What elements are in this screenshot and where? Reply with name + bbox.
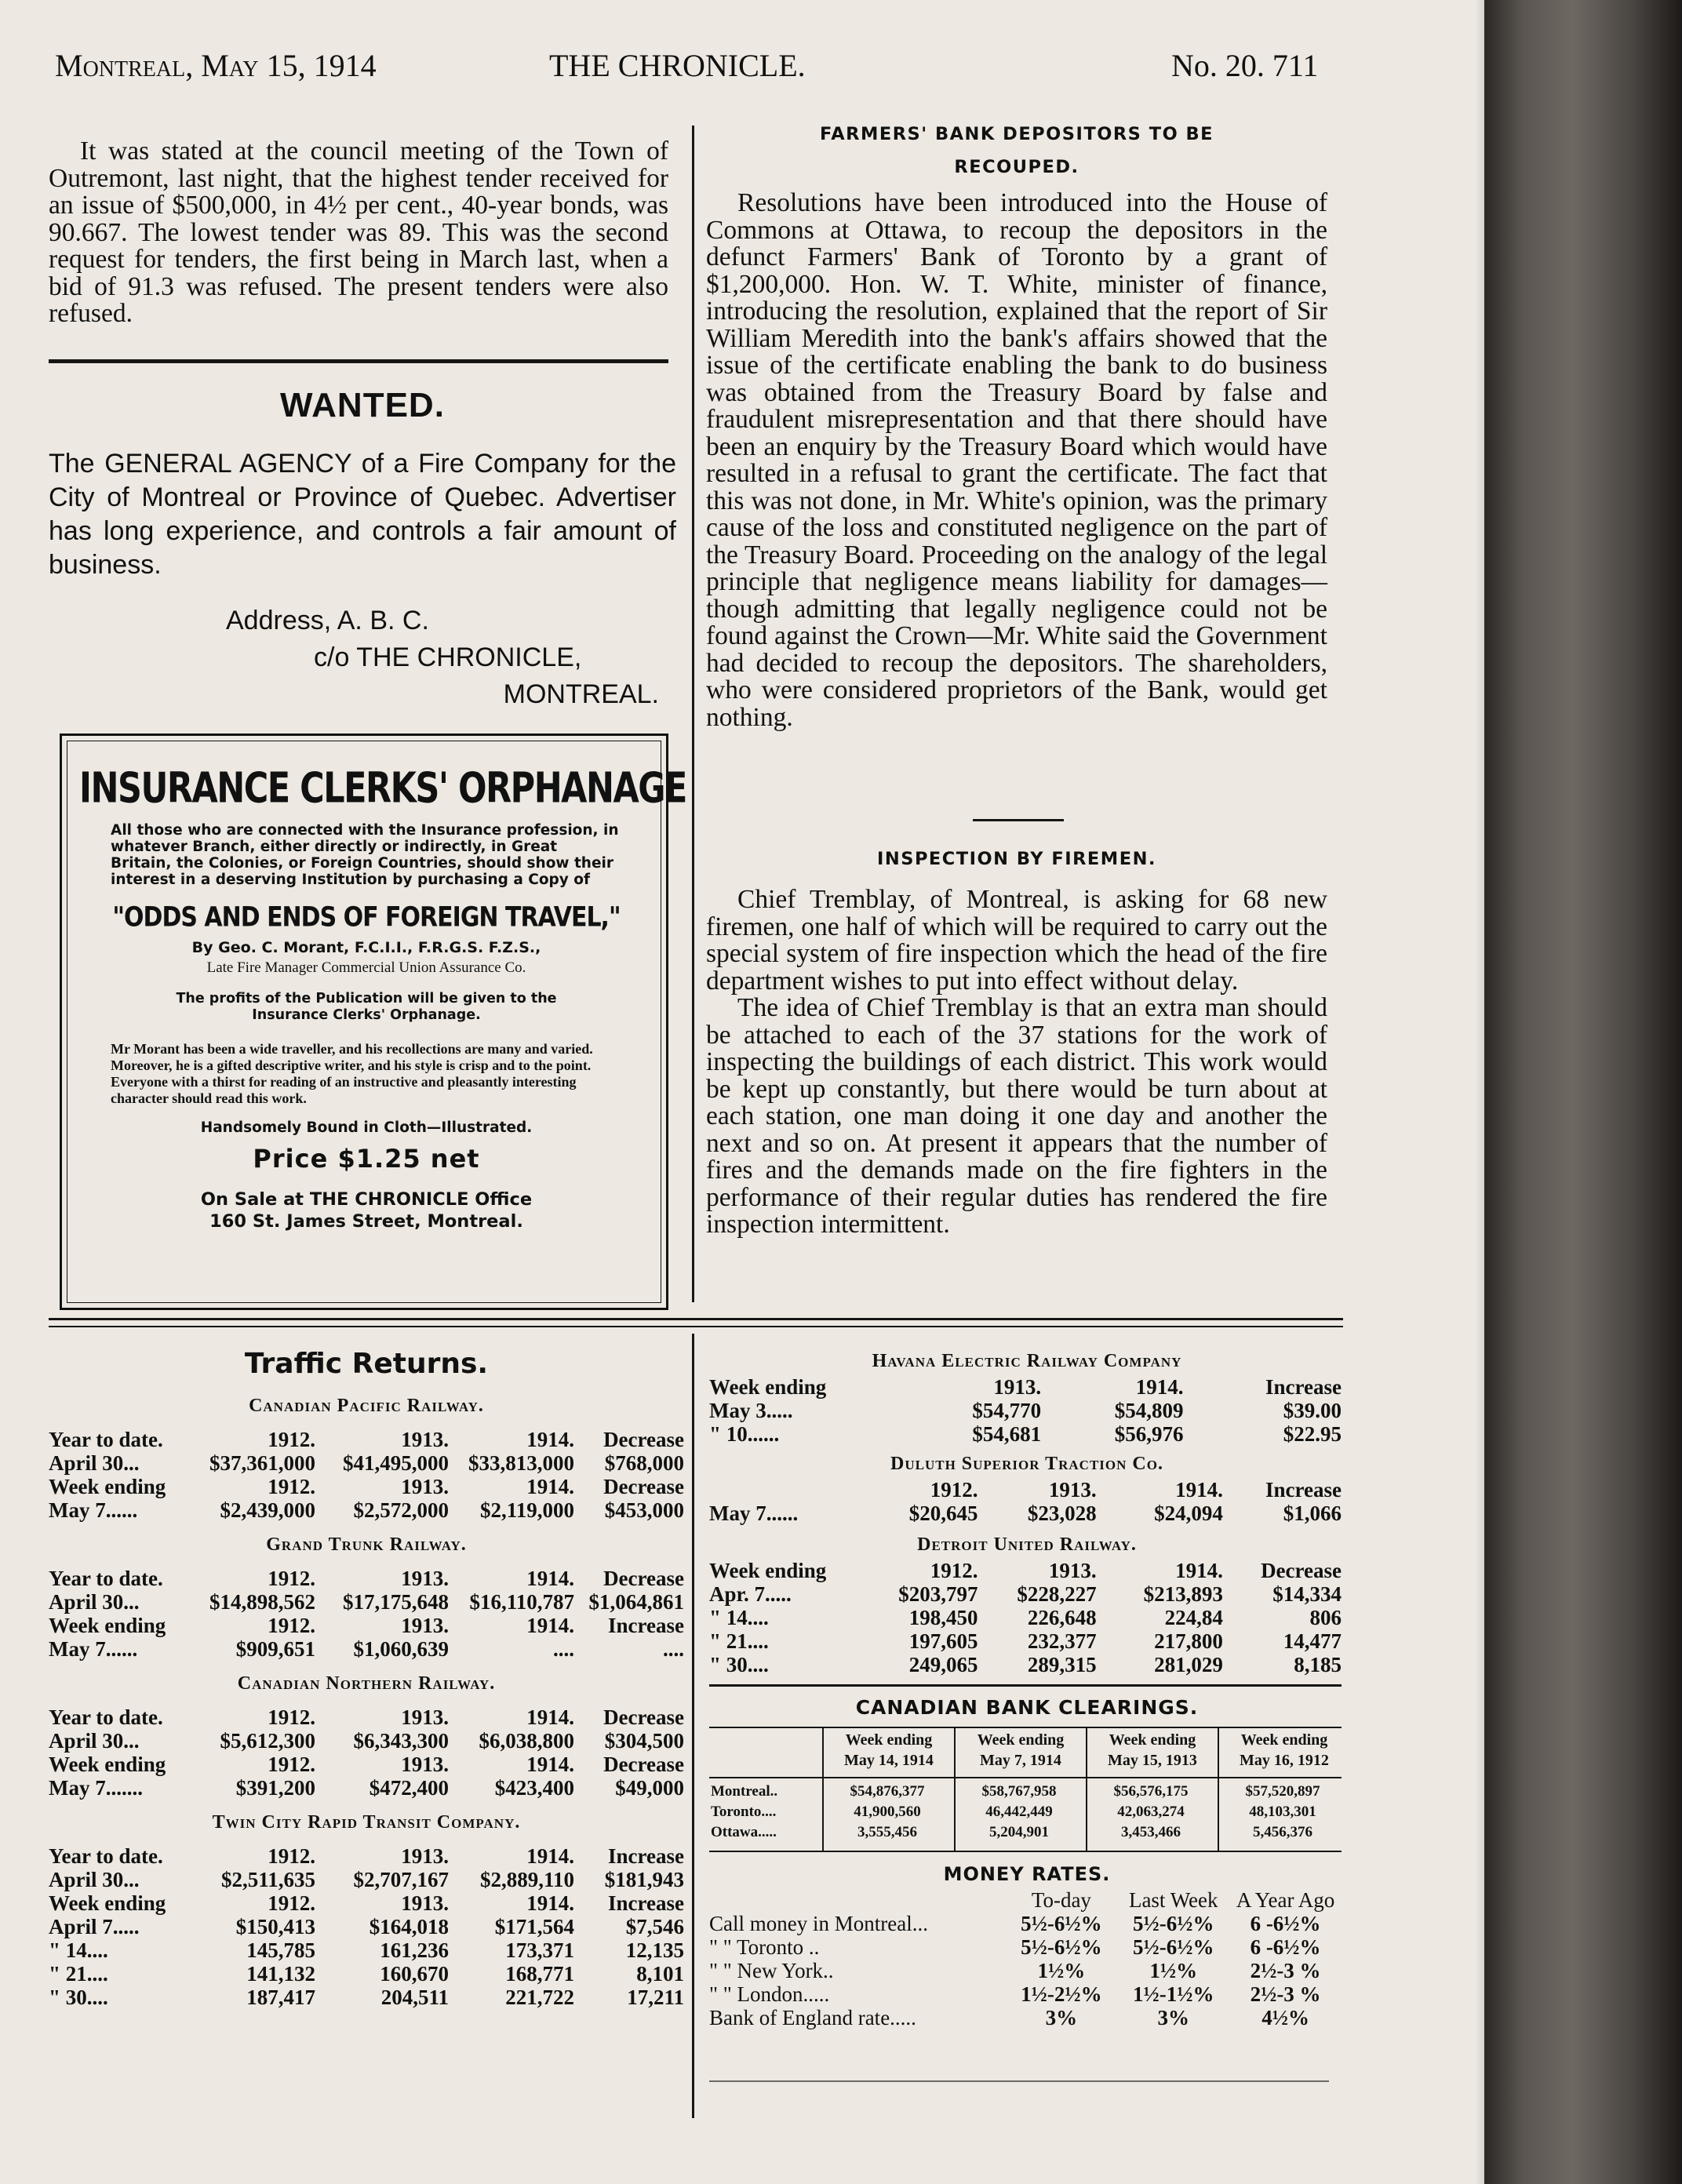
cnr-row bbox=[49, 1753, 684, 1776]
orphanage-book-title: "ODDS AND ENDS OF FOREIGN TRAVEL," bbox=[112, 901, 621, 934]
twin-cell: 161,236 bbox=[380, 1938, 449, 1962]
gtr-cell: 1912. bbox=[268, 1567, 315, 1590]
detroit-cell: 232,377 bbox=[1027, 1629, 1097, 1653]
cnr-cell: 1912. bbox=[268, 1753, 315, 1776]
cpr-cell: Decrease bbox=[603, 1475, 684, 1498]
header-page-number: No. 20. 711 bbox=[1171, 48, 1319, 83]
bottom-rule bbox=[709, 2080, 1329, 2082]
twin-cell: 12,135 bbox=[625, 1938, 684, 1962]
duluth-cell: Increase bbox=[1265, 1478, 1342, 1502]
twin-cell: 145,785 bbox=[246, 1938, 315, 1962]
duluth-name: Duluth Superior Traction Co. bbox=[890, 1454, 1163, 1474]
clearings-cell: 46,442,449 bbox=[985, 1804, 1053, 1820]
wanted-title: WANTED. bbox=[280, 386, 445, 424]
havana-cell: Increase bbox=[1265, 1375, 1342, 1399]
money-cell: 1½% bbox=[1037, 1959, 1086, 1982]
cnr-cell: 1913. bbox=[401, 1705, 449, 1729]
money-cell: 1½% bbox=[1149, 1959, 1198, 1982]
traffic-returns-right bbox=[709, 1351, 1345, 2029]
gtr-cell: 1914. bbox=[526, 1567, 574, 1590]
clearings-cell: 3,555,456 bbox=[857, 1824, 917, 1840]
havana-cell: 1914. bbox=[1135, 1375, 1184, 1399]
money-header-blank bbox=[709, 1888, 1005, 1912]
cpr-cell: 1913. bbox=[401, 1428, 449, 1451]
detroit-cell: " 21.... bbox=[709, 1629, 769, 1653]
gtr-cell: .... bbox=[553, 1637, 574, 1661]
cnr-cell: $6,343,300 bbox=[353, 1729, 449, 1753]
cpr-row bbox=[49, 1428, 684, 1451]
gtr-cell: Decrease bbox=[603, 1567, 684, 1590]
detroit-row bbox=[709, 1559, 1342, 1582]
cpr-cell: 1914. bbox=[526, 1475, 574, 1498]
duluth-row bbox=[709, 1502, 1342, 1525]
twin-cell: 1913. bbox=[401, 1844, 449, 1868]
gtr-cell: $17,175,648 bbox=[343, 1590, 449, 1614]
detroit-cell: 224,84 bbox=[1164, 1606, 1223, 1629]
money-cell: 3% bbox=[1045, 2006, 1078, 2029]
duluth-cell: $23,028 bbox=[1027, 1502, 1097, 1525]
cnr-row bbox=[49, 1705, 684, 1729]
orphanage-title: INSURANCE CLERKS' ORPHANAGE bbox=[79, 763, 686, 814]
duluth-cell: May 7...... bbox=[709, 1502, 799, 1525]
gtr-cell: May 7...... bbox=[49, 1637, 138, 1661]
cnr-cell: Week ending bbox=[49, 1753, 166, 1776]
detroit-cell: " 14.... bbox=[709, 1606, 769, 1629]
money-cell: " " New York.. bbox=[709, 1959, 834, 1982]
cnr-cell: 1913. bbox=[401, 1753, 449, 1776]
gtr-cell: $14,898,562 bbox=[209, 1590, 315, 1614]
cpr-cell: $41,495,000 bbox=[343, 1451, 449, 1475]
money-cell: Call money in Montreal... bbox=[709, 1912, 928, 1935]
cpr-cell: 1913. bbox=[401, 1475, 449, 1498]
money-row bbox=[709, 2006, 1342, 2029]
outremont-text: It was stated at the council meeting of the Town of Outremont, last night, that the highest tender received for an issue of $500,000, in 4½ per cent., 40-year bonds, was 90.667. The lowest tender was 89. This was the second request for tenders, the first being in March last, when a bid of 91.3 was refused. The present tenders were also refused. bbox=[49, 136, 668, 328]
money-cell: Bank of England rate..... bbox=[709, 2006, 916, 2029]
detroit-cell: 281,029 bbox=[1154, 1653, 1223, 1676]
money-cell: 5½-6½% bbox=[1132, 1935, 1214, 1959]
orphanage-ad bbox=[60, 733, 686, 1310]
duluth-cell: $24,094 bbox=[1154, 1502, 1223, 1525]
detroit-cell: 226,648 bbox=[1027, 1606, 1097, 1629]
money-row bbox=[709, 1935, 1342, 1959]
column-divider-upper bbox=[692, 126, 694, 1302]
cnr-cell: 1914. bbox=[526, 1705, 574, 1729]
gtr-cell: April 30... bbox=[49, 1590, 140, 1614]
twin-cell: Year to date. bbox=[49, 1844, 163, 1868]
duluth-cell: 1914. bbox=[1175, 1478, 1223, 1502]
detroit-cell: $14,334 bbox=[1272, 1582, 1342, 1606]
twin-cell: April 30... bbox=[49, 1868, 140, 1891]
duluth-cell bbox=[709, 1478, 859, 1502]
money-cell: " " London..... bbox=[709, 1982, 830, 2006]
money-row bbox=[709, 1959, 1342, 1982]
gtr-cell: $1,064,861 bbox=[588, 1590, 684, 1614]
cnr-cell: Decrease bbox=[603, 1753, 684, 1776]
cnr-cell: $5,612,300 bbox=[220, 1729, 315, 1753]
havana-cell: $39.00 bbox=[1283, 1399, 1342, 1422]
inspection-article bbox=[706, 849, 1327, 1239]
orphanage-sale-2: 160 St. James Street, Montreal. bbox=[209, 1211, 523, 1232]
wanted-ad bbox=[49, 386, 676, 710]
gtr-cell: Year to date. bbox=[49, 1567, 163, 1590]
gtr-cell: $909,651 bbox=[235, 1637, 315, 1661]
duluth-row bbox=[709, 1478, 1342, 1502]
clearings-cell: $58,767,958 bbox=[981, 1783, 1057, 1800]
clearings-cell: 3,453,466 bbox=[1121, 1824, 1181, 1840]
divider-clearings bbox=[709, 1684, 1342, 1687]
gtr-row bbox=[49, 1614, 684, 1637]
detroit-cell: $203,797 bbox=[898, 1582, 978, 1606]
money-row bbox=[709, 1982, 1342, 2006]
detroit-cell: Decrease bbox=[1261, 1559, 1342, 1582]
duluth-cell: $20,645 bbox=[908, 1502, 978, 1525]
twin-cell: 173,371 bbox=[505, 1938, 574, 1962]
cpr-cell: 1912. bbox=[268, 1428, 315, 1451]
column-divider-lower bbox=[692, 1334, 694, 2118]
money-cell: 1½-2½% bbox=[1021, 1982, 1102, 2006]
detroit-cell: 806 bbox=[1309, 1606, 1342, 1629]
orphanage-bound: Handsomely Bound in Cloth—Illustrated. bbox=[200, 1119, 533, 1136]
detroit-cell: 198,450 bbox=[908, 1606, 978, 1629]
clearings-cell: 5,204,901 bbox=[989, 1824, 1049, 1840]
twin-cell: 1914. bbox=[526, 1844, 574, 1868]
cpr-cell: $2,119,000 bbox=[479, 1498, 574, 1522]
cpr-cell: Year to date. bbox=[49, 1428, 163, 1451]
clearings-cell: $56,576,175 bbox=[1113, 1783, 1189, 1800]
header-date: Montreal, May 15, 1914 bbox=[55, 48, 377, 83]
clearings-cell: 5,456,376 bbox=[1253, 1824, 1312, 1840]
wanted-address-1: Address, A. B. C. bbox=[226, 606, 429, 635]
cpr-table bbox=[49, 1428, 684, 1522]
clearings-header-line: Week ending bbox=[977, 1731, 1065, 1749]
cpr-row bbox=[49, 1498, 684, 1522]
twin-cell: 1912. bbox=[268, 1891, 315, 1915]
twin-cell: " 14.... bbox=[49, 1938, 108, 1962]
twin-cell: $171,564 bbox=[494, 1915, 574, 1938]
twin-row bbox=[49, 1986, 684, 2009]
twin-table bbox=[49, 1844, 684, 2009]
cpr-cell: $37,361,000 bbox=[209, 1451, 315, 1475]
twin-cell: $150,413 bbox=[235, 1915, 315, 1938]
farmers-text: Resolutions have been introduced into the House of Commons at Ottawa, to recoup the depositors in the defunct Farmers' Bank of Toronto by a grant of $1,200,000. Hon. W. T. White, minister of finance, introducing the resolution, explained that the report of Sir William Meredith into the bank's affairs showed that the issue of the certificate enabling the bank to do business was obtained from the Treasury Board by false and fraudulent misrepresentation and that there should have been an enquiry by the Treasury Board which would have resulted in a refusal to grant the certificate. The fact that this was not done, in Mr. White's opinion, was the primary cause of the loss and constituted negligence on the part of the Treasury Board. Proceeding on the analogy of the legal principle that negligence means liability for damages—though admitting that legally negligence could not be found against the Crown—Mr. White said the Government had decided to recoup the depositors. The shareholders, who were considered proprietors of the Bank, would get nothing. bbox=[706, 188, 1327, 732]
clearings-header bbox=[956, 1730, 1086, 1771]
clearings-header-line: Week ending bbox=[1240, 1731, 1328, 1749]
clearings-header bbox=[1219, 1730, 1349, 1771]
detroit-cell: $213,893 bbox=[1143, 1582, 1223, 1606]
cpr-cell: 1914. bbox=[526, 1428, 574, 1451]
cpr-cell: $453,000 bbox=[604, 1498, 684, 1522]
orphanage-price: Price $1.25 net bbox=[253, 1144, 480, 1174]
cpr-cell: $768,000 bbox=[604, 1451, 684, 1475]
twin-row bbox=[49, 1938, 684, 1962]
clearings-cell: Toronto.... bbox=[711, 1804, 777, 1820]
clearings-header-line: May 7, 1914 bbox=[980, 1752, 1061, 1769]
detroit-cell: Apr. 7..... bbox=[709, 1582, 792, 1606]
gtr-cell: 1913. bbox=[401, 1614, 449, 1637]
detroit-cell: 8,185 bbox=[1294, 1653, 1342, 1676]
money-cell: 6 -6½% bbox=[1250, 1912, 1321, 1935]
duluth-cell: 1913. bbox=[1048, 1478, 1097, 1502]
clearings-header-line: May 15, 1913 bbox=[1108, 1752, 1197, 1769]
havana-cell: $56,976 bbox=[1114, 1422, 1184, 1446]
cpr-cell: $2,572,000 bbox=[353, 1498, 449, 1522]
money-cell: 5½-6½% bbox=[1021, 1912, 1102, 1935]
twin-row bbox=[49, 1868, 684, 1891]
cpr-cell: Decrease bbox=[603, 1428, 684, 1451]
cnr-cell: Year to date. bbox=[49, 1705, 163, 1729]
detroit-name: Detroit United Railway. bbox=[917, 1534, 1137, 1555]
cnr-cell: 1914. bbox=[526, 1753, 574, 1776]
gtr-cell: Increase bbox=[608, 1614, 684, 1637]
cnr-cell: $391,200 bbox=[235, 1776, 315, 1800]
gtr-cell: 1913. bbox=[401, 1567, 449, 1590]
twin-cell: 221,722 bbox=[505, 1986, 574, 2009]
gtr-row bbox=[49, 1590, 684, 1614]
twin-cell: 141,132 bbox=[246, 1962, 315, 1986]
detroit-cell: Week ending bbox=[709, 1559, 827, 1582]
twin-cell: 168,771 bbox=[505, 1962, 574, 1986]
gtr-cell: Week ending bbox=[49, 1614, 166, 1637]
havana-cell: $22.95 bbox=[1283, 1422, 1342, 1446]
inspection-title: INSPECTION BY FIREMEN. bbox=[877, 849, 1156, 869]
gtr-table bbox=[49, 1567, 684, 1661]
gtr-cell: 1914. bbox=[526, 1614, 574, 1637]
traffic-title: Traffic Returns. bbox=[244, 1348, 489, 1380]
twin-cell: $2,707,167 bbox=[353, 1868, 449, 1891]
havana-cell: " 10...... bbox=[709, 1422, 780, 1446]
clearings-header-line: May 16, 1912 bbox=[1240, 1752, 1329, 1769]
gtr-cell: 1912. bbox=[268, 1614, 315, 1637]
cnr-cell: May 7....... bbox=[49, 1776, 143, 1800]
clearings-header bbox=[1087, 1730, 1218, 1771]
twin-cell: " 21.... bbox=[49, 1962, 108, 1986]
twin-cell: Increase bbox=[608, 1891, 684, 1915]
wanted-address-3: MONTREAL. bbox=[503, 679, 659, 709]
money-col-header: Last Week bbox=[1128, 1888, 1218, 1912]
twin-cell: 160,670 bbox=[380, 1962, 449, 1986]
detroit-row bbox=[709, 1629, 1342, 1653]
orphanage-author-role: Late Fire Manager Commercial Union Assurance Co. bbox=[206, 959, 526, 976]
havana-cell: Week ending bbox=[709, 1375, 827, 1399]
orphanage-intro: All those who are connected with the Insurance profession, in whatever Branch, either directly or indirectly, in Great Britain, the Colonies, or Foreign Countries, should show their interest in a deserving Institution by purchasing a Copy of bbox=[111, 822, 619, 888]
detroit-cell: 1913. bbox=[1048, 1559, 1097, 1582]
book-spine bbox=[1484, 0, 1682, 2184]
detroit-cell: 14,477 bbox=[1283, 1629, 1342, 1653]
cpr-name: Canadian Pacific Railway. bbox=[249, 1396, 484, 1416]
money-cell: 6 -6½% bbox=[1250, 1935, 1321, 1959]
twin-cell: 204,511 bbox=[380, 1986, 449, 2009]
cnr-cell: Decrease bbox=[603, 1705, 684, 1729]
cnr-cell: 1912. bbox=[268, 1705, 315, 1729]
detroit-row bbox=[709, 1606, 1342, 1629]
gtr-cell: $16,110,787 bbox=[469, 1590, 574, 1614]
inspection-p1: Chief Tremblay, of Montreal, is asking for 68 new firemen, one half of which will be required to carry out the special system of fire inspection which the head of the fire department wishes to put into effect without delay. bbox=[706, 885, 1327, 996]
detroit-row bbox=[709, 1653, 1342, 1676]
twin-cell: April 7..... bbox=[49, 1915, 140, 1938]
money-header-row bbox=[709, 1888, 1342, 1912]
money-cell: " " Toronto .. bbox=[709, 1935, 820, 1959]
cpr-cell: $2,439,000 bbox=[220, 1498, 315, 1522]
outremont-article bbox=[49, 138, 668, 328]
detroit-row bbox=[709, 1582, 1342, 1606]
orphanage-author: By Geo. C. Morant, F.C.I.I., F.R.G.S. F.Z.S., bbox=[191, 939, 541, 956]
twin-cell: Week ending bbox=[49, 1891, 166, 1915]
twin-cell: $181,943 bbox=[604, 1868, 684, 1891]
twin-row bbox=[49, 1891, 684, 1915]
cnr-name: Canadian Northern Railway. bbox=[237, 1673, 496, 1694]
detroit-cell: 249,065 bbox=[908, 1653, 978, 1676]
clearings-cell: 41,900,560 bbox=[854, 1804, 921, 1820]
cnr-cell: $49,000 bbox=[615, 1776, 684, 1800]
money-cell: 2½-3 % bbox=[1250, 1982, 1321, 2006]
money-cell: 4½% bbox=[1262, 2006, 1309, 2029]
duluth-cell: $1,066 bbox=[1283, 1502, 1342, 1525]
detroit-cell: $228,227 bbox=[1017, 1582, 1097, 1606]
wanted-address-2: c/o THE CHRONICLE, bbox=[314, 642, 582, 672]
twin-row bbox=[49, 1844, 684, 1868]
orphanage-profits: The profits of the Publication will be given to the Insurance Clerks' Orphanage. bbox=[176, 991, 557, 1023]
havana-cell: $54,809 bbox=[1114, 1399, 1184, 1422]
orphanage-sale-1: On Sale at THE CHRONICLE Office bbox=[200, 1189, 533, 1210]
havana-table bbox=[709, 1375, 1342, 1446]
cpr-cell: April 30... bbox=[49, 1451, 140, 1475]
inspection-p2: The idea of Chief Tremblay is that an extra man should be attached to each of the 37 stations for the work of inspecting the buildings of each district. This work would be kept up constantly, but there would be turn about at each station, one man doing it one day and another the next and so on. At present it appears that the number of fires and the demands made on the fire fighters in the performance of their regular duties has rendered the fire inspection intermittent. bbox=[706, 993, 1327, 1239]
section-double-rule-top bbox=[49, 1318, 1343, 1320]
twin-name: Twin City Rapid Transit Company. bbox=[212, 1812, 521, 1833]
detroit-cell: " 30.... bbox=[709, 1653, 769, 1676]
money-cell: 3% bbox=[1157, 2006, 1189, 2029]
cnr-cell: $472,400 bbox=[369, 1776, 449, 1800]
money-cell: 1½-1½% bbox=[1132, 1982, 1214, 2006]
clearings-cell: Ottawa..... bbox=[711, 1824, 777, 1840]
orphanage-description: Mr Morant has been a wide traveller, and his recollections are many and varied. Moreover, he is a gifted descriptive writer, and his style is crisp and to the point. Everyone with a thirst for reading of an instructive and pleasantly interesting character should read this work. bbox=[111, 1041, 593, 1106]
header-masthead: THE CHRONICLE. bbox=[549, 48, 806, 83]
cpr-row bbox=[49, 1451, 684, 1475]
twin-cell: 8,101 bbox=[636, 1962, 684, 1986]
clearings-title: CANADIAN BANK CLEARINGS. bbox=[855, 1696, 1199, 1719]
clearings-cell: $57,520,897 bbox=[1245, 1783, 1320, 1800]
money-cell: 5½-6½% bbox=[1132, 1912, 1214, 1935]
money-title: MONEY RATES. bbox=[943, 1863, 1111, 1885]
money-cell: 5½-6½% bbox=[1021, 1935, 1102, 1959]
twin-cell: $7,546 bbox=[625, 1915, 684, 1938]
twin-cell: $2,511,635 bbox=[220, 1868, 315, 1891]
cnr-cell: $304,500 bbox=[604, 1729, 684, 1753]
money-col-header: A Year Ago bbox=[1236, 1888, 1335, 1912]
gtr-row bbox=[49, 1637, 684, 1661]
gtr-row bbox=[49, 1567, 684, 1590]
havana-row bbox=[709, 1422, 1342, 1446]
detroit-cell: 1914. bbox=[1175, 1559, 1223, 1582]
farmers-bank-article bbox=[706, 124, 1327, 731]
farmers-title-1: FARMERS' BANK DEPOSITORS TO BE bbox=[819, 124, 1214, 144]
divider-wanted bbox=[49, 359, 668, 363]
clearings-header-line: May 14, 1914 bbox=[844, 1752, 934, 1769]
cpr-cell: $33,813,000 bbox=[468, 1451, 574, 1475]
cnr-row bbox=[49, 1729, 684, 1753]
wanted-text: The GENERAL AGENCY of a Fire Company for the City of Montreal or Province of Quebec. Advertiser has long experience, and controls a fair amount of business. bbox=[49, 449, 676, 580]
clearings-cell: 42,063,274 bbox=[1117, 1804, 1185, 1820]
cpr-cell: Week ending bbox=[49, 1475, 166, 1498]
havana-cell: $54,770 bbox=[972, 1399, 1042, 1422]
havana-row bbox=[709, 1399, 1342, 1422]
divider-inspection bbox=[973, 819, 1064, 821]
twin-cell: 1913. bbox=[401, 1891, 449, 1915]
twin-row bbox=[49, 1915, 684, 1938]
cpr-cell: 1912. bbox=[268, 1475, 315, 1498]
clearings-cell: Montreal.. bbox=[711, 1783, 778, 1800]
duluth-table bbox=[709, 1478, 1342, 1525]
money-col-header: To-day bbox=[1031, 1888, 1091, 1912]
havana-row bbox=[709, 1375, 1342, 1399]
twin-cell: 187,417 bbox=[246, 1986, 315, 2009]
gtr-cell: $1,060,639 bbox=[353, 1637, 449, 1661]
gtr-name: Grand Trunk Railway. bbox=[266, 1534, 467, 1555]
clearings-cell: $54,876,377 bbox=[850, 1783, 925, 1800]
detroit-cell: 289,315 bbox=[1027, 1653, 1097, 1676]
farmers-title-2: RECOUPED. bbox=[954, 157, 1079, 177]
twin-row bbox=[49, 1962, 684, 1986]
twin-cell: 17,211 bbox=[627, 1986, 684, 2009]
twin-cell: 1912. bbox=[268, 1844, 315, 1868]
detroit-cell: 1912. bbox=[930, 1559, 978, 1582]
traffic-returns-left bbox=[49, 1348, 684, 2009]
cpr-row bbox=[49, 1475, 684, 1498]
clearings-header-line: Week ending bbox=[1109, 1731, 1196, 1749]
cnr-cell: $423,400 bbox=[494, 1776, 574, 1800]
clearings-table-wrap bbox=[709, 1727, 1342, 1852]
cpr-cell: May 7...... bbox=[49, 1498, 138, 1522]
money-row bbox=[709, 1912, 1342, 1935]
detroit-cell: 217,800 bbox=[1154, 1629, 1223, 1653]
clearings-header bbox=[824, 1730, 954, 1771]
twin-cell: " 30.... bbox=[49, 1986, 108, 2009]
twin-cell: $164,018 bbox=[369, 1915, 449, 1938]
twin-cell: $2,889,110 bbox=[479, 1868, 574, 1891]
cnr-table bbox=[49, 1705, 684, 1800]
duluth-cell: 1912. bbox=[930, 1478, 978, 1502]
money-table bbox=[709, 1888, 1342, 2029]
cnr-row bbox=[49, 1776, 684, 1800]
havana-name: Havana Electric Railway Company bbox=[872, 1351, 1182, 1371]
clearings-header-line: Week ending bbox=[845, 1731, 933, 1749]
havana-cell: $54,681 bbox=[972, 1422, 1042, 1446]
detroit-table bbox=[709, 1559, 1342, 1676]
twin-cell: Increase bbox=[608, 1844, 684, 1868]
detroit-cell: 197,605 bbox=[908, 1629, 978, 1653]
cnr-cell: $6,038,800 bbox=[479, 1729, 574, 1753]
cnr-cell: April 30... bbox=[49, 1729, 140, 1753]
money-cell: 2½-3 % bbox=[1250, 1959, 1321, 1982]
clearings-cell: 48,103,301 bbox=[1249, 1804, 1316, 1820]
havana-cell: May 3..... bbox=[709, 1399, 793, 1422]
gtr-cell: .... bbox=[663, 1637, 684, 1661]
havana-cell: 1913. bbox=[993, 1375, 1042, 1399]
section-double-rule-bottom bbox=[49, 1326, 1343, 1327]
twin-cell: 1914. bbox=[526, 1891, 574, 1915]
